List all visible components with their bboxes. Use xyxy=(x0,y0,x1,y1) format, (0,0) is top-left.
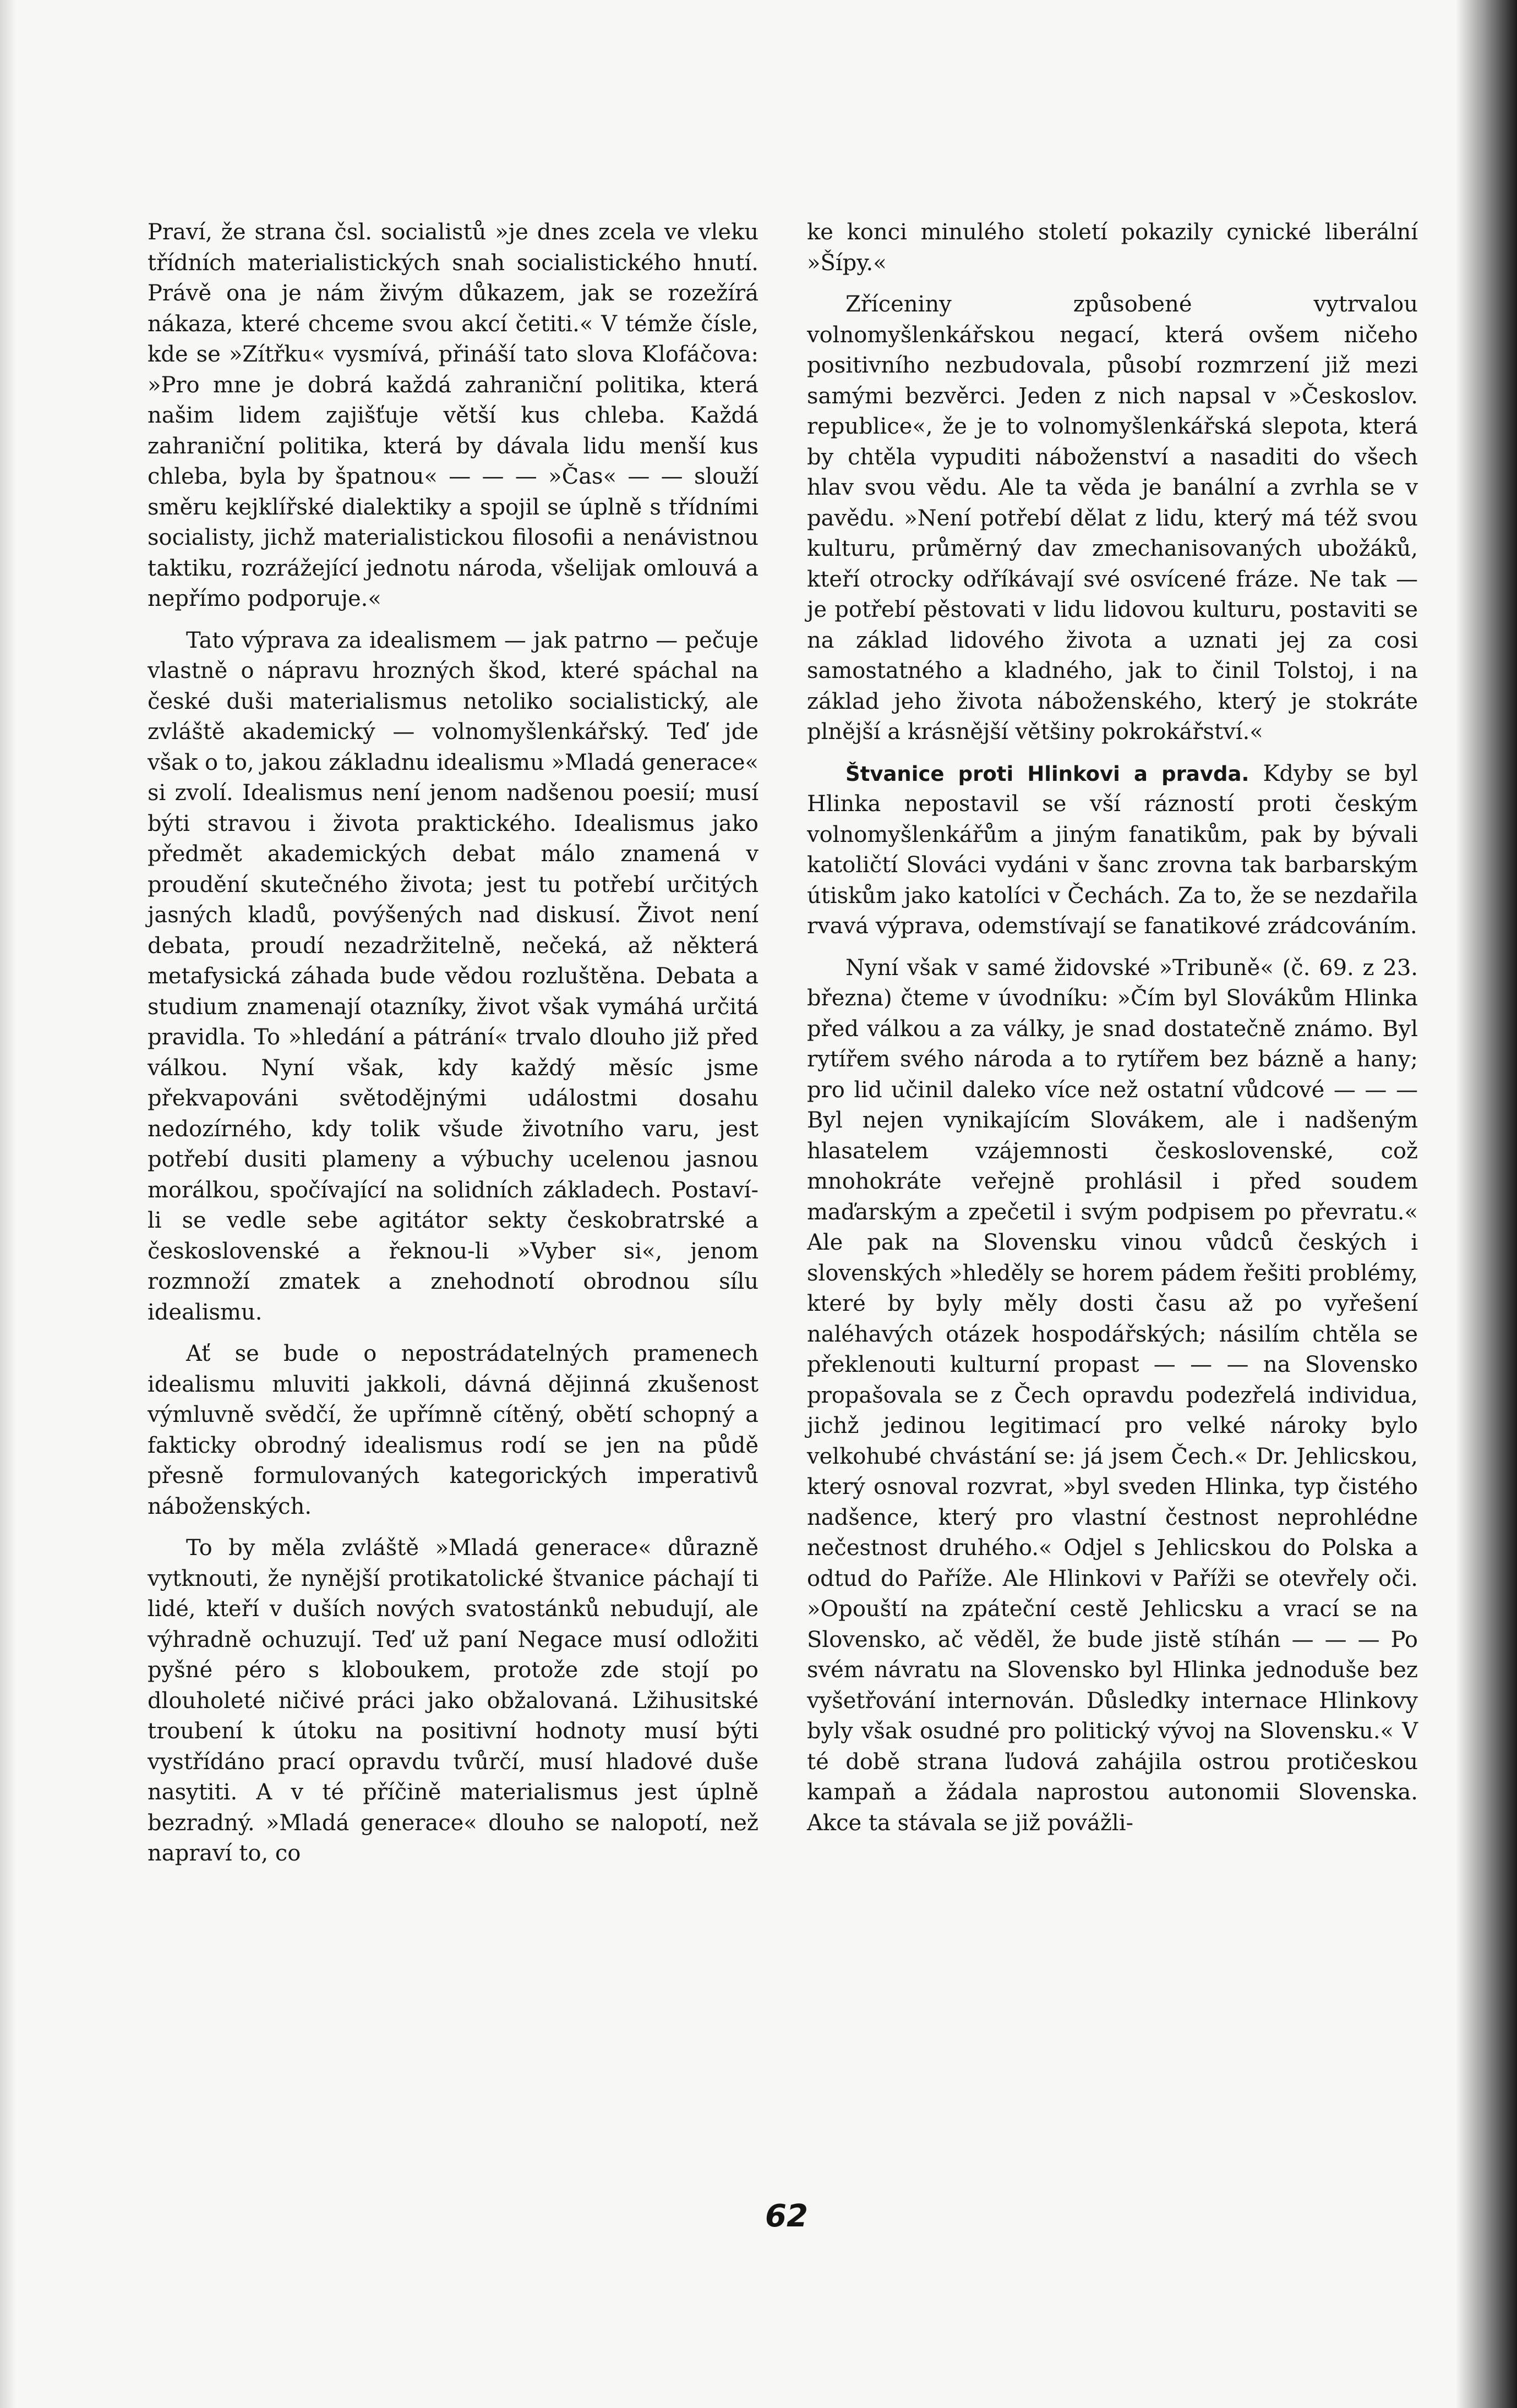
paragraph-with-heading xyxy=(807,759,1418,942)
paragraph: Praví, že strana čsl. socialistů »je dnes zcela ve vleku třídních materialistických snah socialistického hnutí. Právě ona je nám živým důkazem, jak se rozežírá nákaza, které chceme svou akcí četiti.« V témže čísle, kde se »Zítřku« vysmívá, přináší tato slova Klofáčova: »Pro mne je dobrá každá zahraniční politika, která našim lidem zajišťuje větší kus chleba. Každá zahraniční politika, která by dávala lidu menší kus chleba, byla by špatnou« — — — »Čas« — — slouží směru kejklířské dialektiky a spojil se úplně s třídními socialisty, jichž materialistickou filosofii a nenávistnou taktiku, rozrážející jednotu národa, všelijak omlouvá a nepřímo podporuje.« xyxy=(148,220,758,611)
page-left-edge-shadow xyxy=(0,0,17,2408)
section-lead-heading: Štvanice proti Hlinkovi a pravda. xyxy=(845,762,1249,786)
paragraph: Zříceniny způsobené vytrvalou volnomyšlenkářskou negací, která ovšem ničeho positivního nezbudovala, působí rozmrzení již mezi samými bezvěrci. Jeden z nich napsal v »Českoslov. republice«, že je to volnomyšlenkářská slepota, která by chtěla vypuditi náboženství a nasaditi do všech hlav svou vědu. Ale ta věda je banální a zvrhla se v pavědu. »Není potřebí dělat z lidu, který má též svou kulturu, průměrný dav zmechanisovaných ubožáků, kteří otrocky odříkávají své osvícené fráze. Ne tak — je potřebí pěstovati v lidu lidovou kulturu, postaviti se na základ lidového života a uznati jej za cosi samostatného a kladného, jak to činil Tolstoj, i na základ jeho života náboženského, který je stokráte plnější a krásnější většiny pokrokářství.« xyxy=(807,292,1418,745)
paragraph-text: Kdyby se byl Hlinka nepostavil se vší rázností proti českým volnomyšlenkářům a jiným fanatikům, pak by bývali katoličtí Slováci vydáni v šanc zrovna tak barbarským útiskům jako katolíci v Čechách. Za to, že se nezdařila rvavá výprava, odemstívají se fanatikové zrádcováním. xyxy=(807,760,1418,939)
left-text-column xyxy=(148,217,758,1869)
page-number: 62 xyxy=(765,2198,808,2234)
paragraph: Tato výprava za idealismem — jak patrno — pečuje vlastně o nápravu hrozných škod, které spáchal na české duši materialismus netoliko socialistický, ale zvláště akademický — volnomyšlenkářský. Teď jde však o to, jakou základnu idealismu »Mladá generace« si zvolí. Idealismus není jenom nadšenou poesií; musí býti stravou i života praktického. Idealismus jako předmět akademických debat málo znamená v proudění skutečného života; jest tu potřebí určitých jasných kladů, povýšených nad diskusí. Život není debata, proudí nezadržitelně, nečeká, až některá metafysická záhada bude vědou rozluštěna. Debata a studium znamenají otazníky, život však vymáhá určitá pravidla. To »hledání a pátrání« trvalo dlouho již před válkou. Nyní však, kdy každý měsíc jsme překvapováni světodějnými událostmi dosahu nedozírného, kdy tolik všude životního varu, jest potřebí dusiti plameny a výbuchy ucelenou jasnou morálkou, spočívající na solidních základech. Postaví-li se vedle sebe agitátor sekty českobratrské a československé a řeknou-li »Vyber si«, jenom rozmnoží zmatek a znehodnotí obrodnou sílu idealismu. xyxy=(148,627,758,1325)
paragraph: To by měla zvláště »Mladá generace« důrazně vytknouti, že nynější protikatolické štvanice páchají ti lidé, kteří v duších nových svatostánků nebudují, ale výhradně ochuzují. Teď už paní Negace musí odložiti pyšné péro s kloboukem, protože zde stojí po dlouholeté ničivé práci jako obžalovaná. Lžihusitské troubení k útoku na positivní hodnoty musí býti vystřídáno prací opravdu tvůrčí, musí hladové duše nasytiti. A v té příčině materialismus jest úplně bezradný. »Mladá generace« dlouho se nalopotí, než napraví to, co xyxy=(148,1535,758,1866)
paragraph: ke konci minulého století pokazily cynické liberální »Šípy.« xyxy=(807,220,1418,276)
right-text-column xyxy=(807,217,1418,1838)
paragraph: Ať se bude o nepostrádatelných pramenech idealismu mluviti jakkoli, dávná dějinná zkušenost výmluvně svědčí, že upřímně cítěný, obětí schopný a fakticky obrodný idealismus rodí se jen na půdě přesně formulovaných kategorických imperativů náboženských. xyxy=(148,1341,758,1519)
paragraph: Nyní však v samé židovské »Tribuně« (č. 69. z 23. března) čteme v úvodníku: »Čím byl Slovákům Hlinka před válkou a za války, je snad dostatečně známo. Byl rytířem svého národa a to rytířem bez bázně a hany; pro lid učinil daleko více než ostatní vůdcové — — — Byl nejen vynikajícím Slovákem, ale i nadšeným hlasatelem vzájemnosti československé, což mnohokráte veřejně prohlásil i před soudem maďarským a zpečetil i svým podpisem po převratu.« Ale pak na Slovensku vinou vůdců českých i slovenských »hleděly se horem pádem řešiti problémy, které by byly měly dosti času až po vyřešení naléhavých otázek hospodářských; násilím chtěla se překlenouti kulturní propast — — — na Slovensko propašovala se z Čech opravdu podezřelá individua, jichž jedinou legitimací pro velké nároky bylo velkohubé chvástání se: já jsem Čech.« Dr. Jehlicskou, který osnoval rozvrat, »byl sveden Hlinka, typ čistého nadšence, který pro vlastní čestnost neprohlédne nečestnost druhého.« Odjel s Jehlicskou do Polska a odtud do Paříže. Ale Hlinkovi v Paříži se otevřely oči. »Opouští na zpáteční cestě Jehlicsku a vrací se na Slovensko, ač věděl, že bude jistě stíhán — — — Po svém návratu na Slovensko byl Hlinka jednoduše bez vyšetřování internován. Důsledky internace Hlinkovy byly však osudné pro politický vývoj na Slovensku.« V té době strana ľudová zahájila ostrou protičeskou kampaň a žádala naprostou autonomii Slovenska. Akce ta stávala se již povážli- xyxy=(807,955,1418,1836)
page-right-edge-shadow xyxy=(1456,0,1517,2408)
